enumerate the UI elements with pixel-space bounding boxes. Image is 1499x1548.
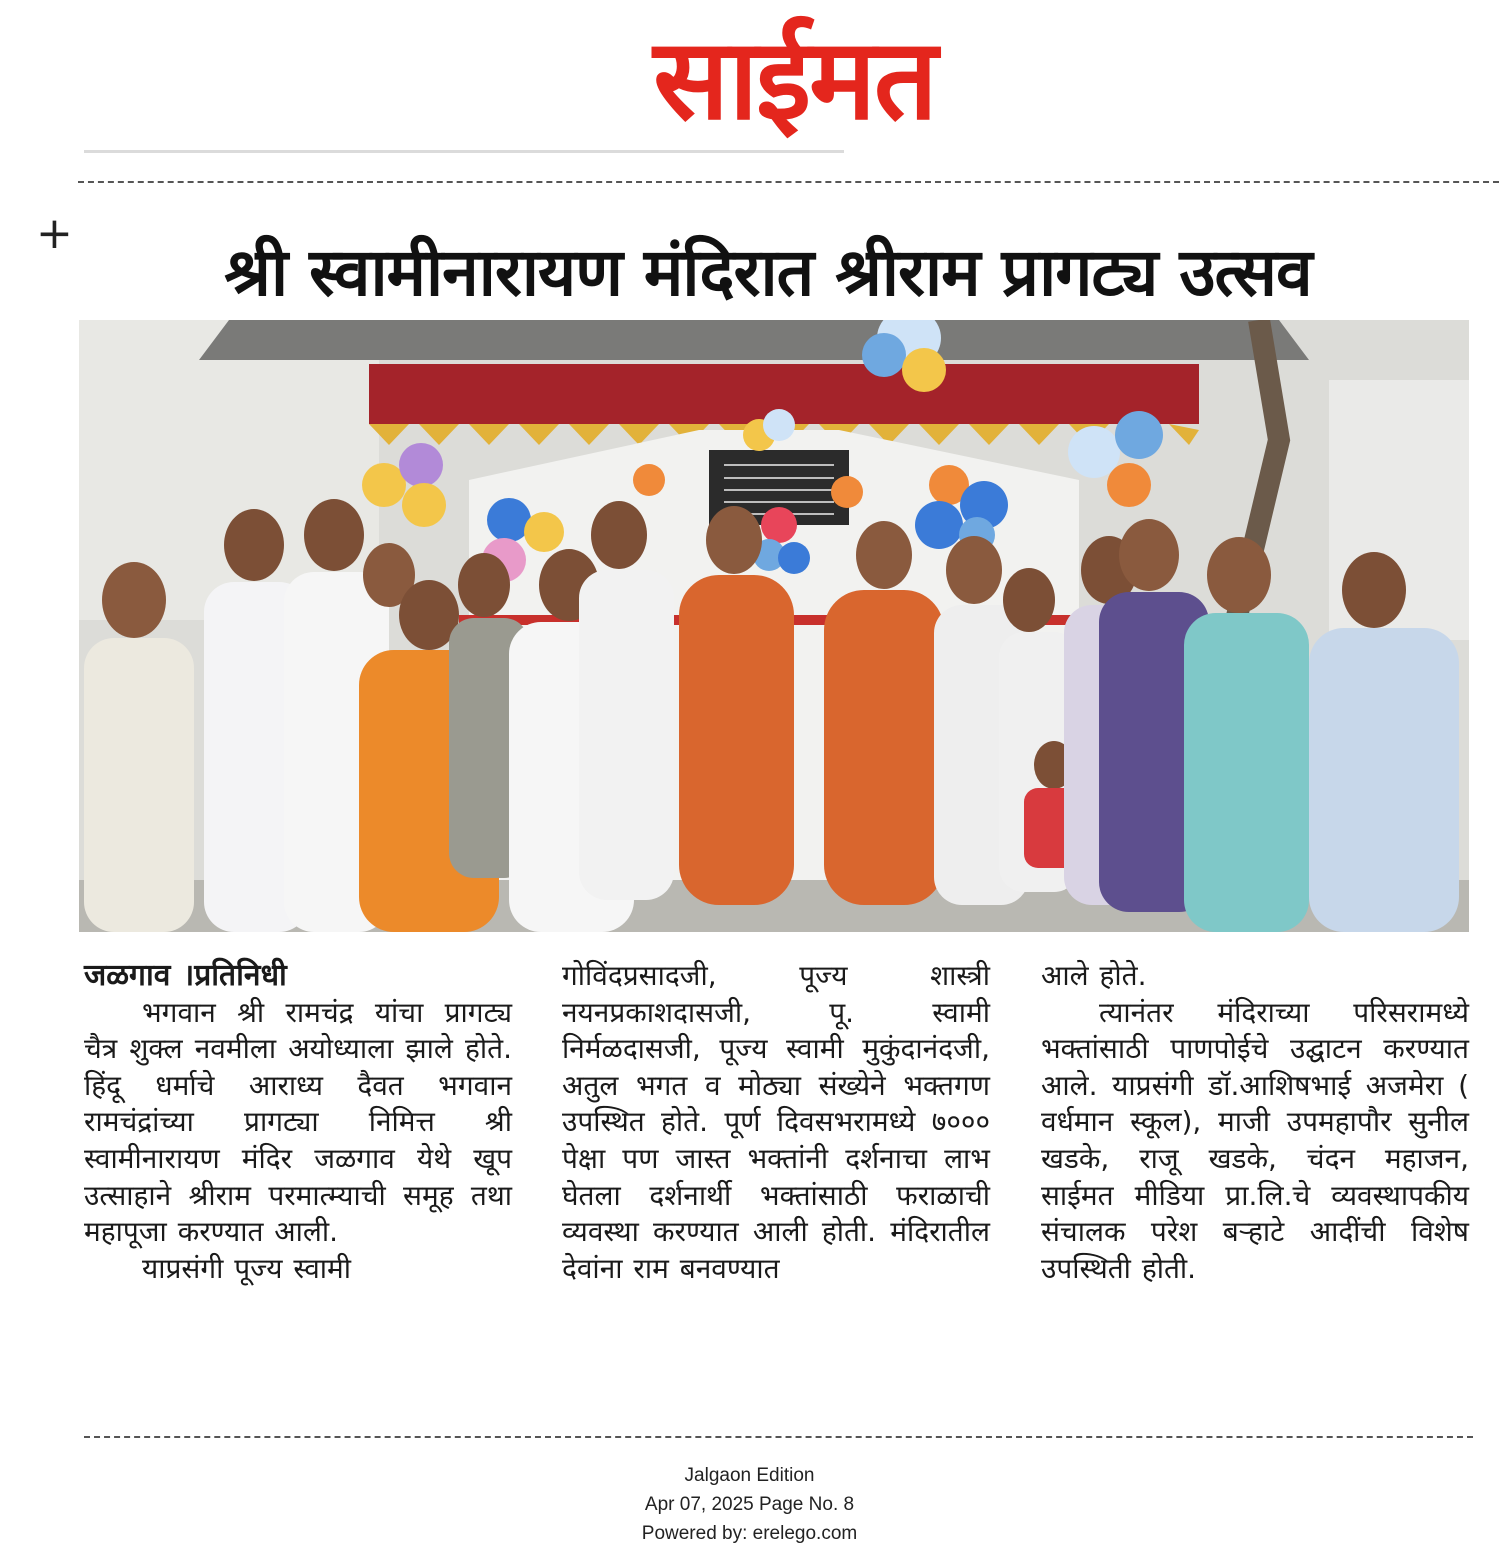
masthead (0, 5, 1499, 155)
bottom-divider (84, 1436, 1473, 1438)
edition-name: Jalgaon Edition (684, 1465, 815, 1486)
dateline: जळगाव ।प्रतिनिधी (84, 958, 287, 993)
article-paragraph: आले होते. (1041, 959, 1147, 992)
masthead-divider-stub (84, 150, 844, 163)
article-column-3 (1041, 958, 1469, 1418)
article-column-1 (84, 958, 512, 1418)
edition-footer (0, 1461, 1499, 1548)
headline: श्री स्वामीनारायण मंदिरात श्रीराम प्रागट्य उत्सव (224, 234, 1312, 311)
article-paragraph: त्यानंतर मंदिराच्या परिसरामध्ये भक्तांसाठी पाणपोईचे उद्घाटन करण्यात आले. याप्रसंगी डॉ.आशिषभाई अजमेरा ( वर्धमान स्कूल), माजी उपमहापौर सुनील खडके, राजू खडके, चंदन महाजन, साईमत मीडिया प्रा.लि.चे व्यवस्थापकीय संचालक परेश बऱ्हाटे आदींची विशेष उपस्थिती होती. (1041, 995, 1469, 1285)
article-paragraph: भगवान श्री रामचंद्र यांचा प्रागट्य चैत्र शुक्ल नवमीला अयोध्याला झाले होते. हिंदू धर्माचे आराध्य दैवत भगवान रामचंद्रांच्या प्रागट्या निमित्त श्री स्वामीनारायण मंदिर जळगाव येथे खूप उत्साहाने श्रीराम परमात्म्याची समूह तथा महापूजा करण्यात आली. (84, 995, 512, 1249)
masthead-logo: साईमत (653, 14, 936, 145)
article-paragraph: याप्रसंगी पूज्य स्वामी (142, 1251, 352, 1285)
top-divider (78, 181, 1499, 183)
edition-date-page: Apr 07, 2025 Page No. 8 (644, 1494, 855, 1515)
article-paragraph: गोविंदप्रसादजी, पूज्य शास्त्री नयनप्रकाशदासजी, पू. स्वामी निर्मळदासजी, पूज्य स्वामी मुकुंदानंदजी, अतुल भगत व मोठ्या संख्येने भक्तगण उपस्थित होते. पूर्ण दिवसभरामध्ये ७००० पेक्षा पण जास्त भक्तांनी दर्शनाचा लाभ घेतला दर्शनार्थी भक्तांसाठी फराळाची व्यवस्था करण्यात आली होती. मंदिरातील देवांना राम बनवण्यात (562, 959, 990, 1285)
news-photo (79, 320, 1469, 932)
registration-mark: + (36, 208, 73, 259)
article-column-2 (562, 958, 990, 1418)
powered-by: Powered by: erelego.com (641, 1523, 858, 1544)
